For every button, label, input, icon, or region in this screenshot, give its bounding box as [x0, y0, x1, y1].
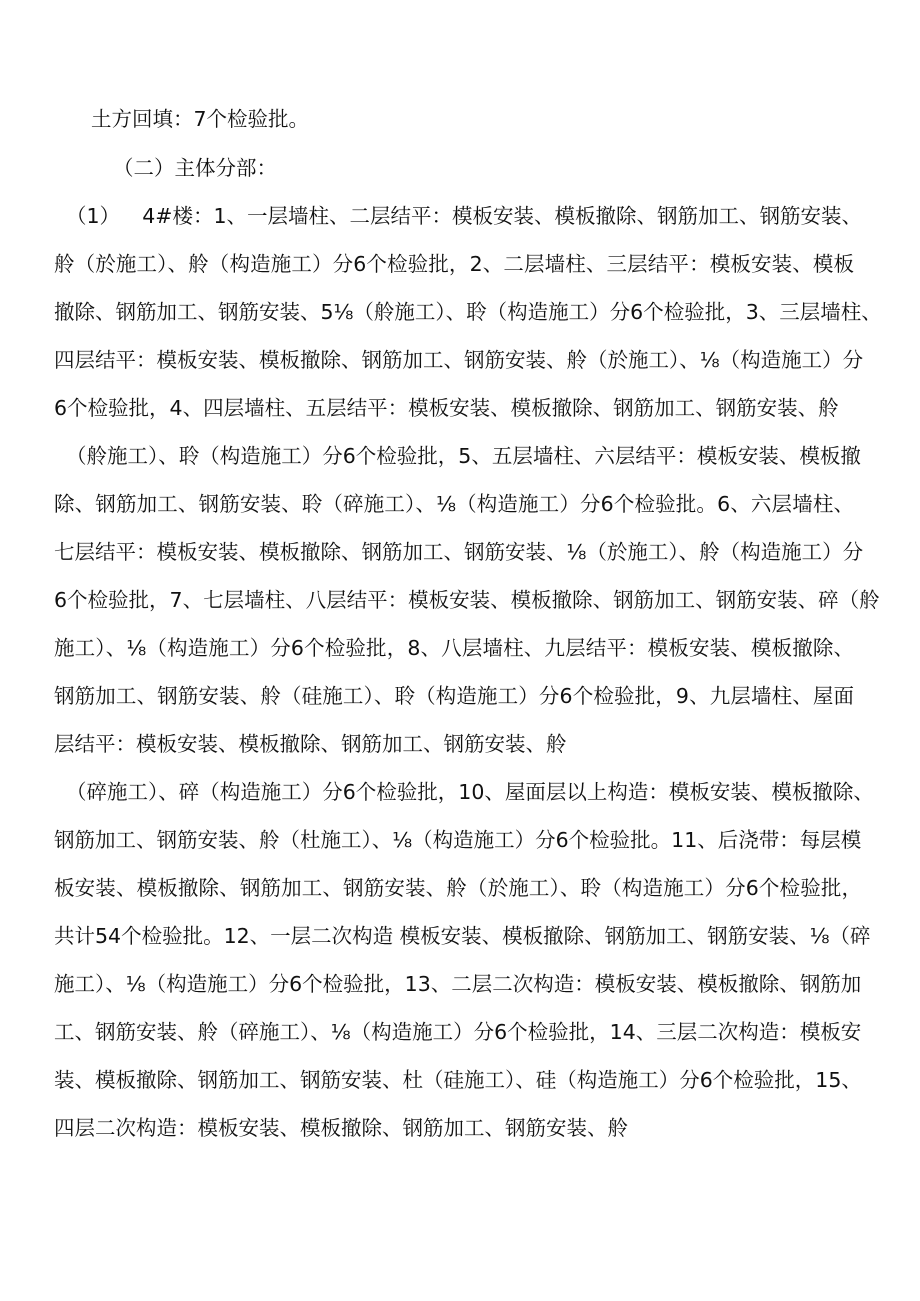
body-line: 施工）、⅛（构造施工）分6个检验批，8、八层墙柱、九层结平：模板安装、模板撤除、	[54, 636, 854, 660]
item-marker: （1）	[66, 204, 121, 228]
body-line: （舲施工）、聆（构造施工）分6个检验批，5、五层墙柱、六层结平：模板安装、模板撤	[66, 444, 861, 468]
body-line: 层结平：模板安装、模板撤除、钢筋加工、钢筋安装、舲	[54, 732, 567, 756]
body-line: 撤除、钢筋加工、钢筋安装、5⅛（舲施工）、聆（构造施工）分6个检验批，3、三层墙柱、	[54, 300, 882, 324]
body-line: 四层二次构造：模板安装、模板撤除、钢筋加工、钢筋安装、舲	[54, 1116, 628, 1140]
body-line: 七层结平：模板安装、模板撤除、钢筋加工、钢筋安装、⅛（於施工）、舲（构造施工）分	[54, 540, 864, 564]
body-line: 除、钢筋加工、钢筋安装、聆（碎施工）、⅛（构造施工）分6个检验批。6、六层墙柱、	[54, 492, 854, 516]
body-line: 装、模板撤除、钢筋加工、钢筋安装、杜（硅施工）、硅（构造施工）分6个检验批，15、	[54, 1068, 862, 1092]
item-first-text: 4#楼：1、一层墙柱、二层结平：模板安装、模板撤除、钢筋加工、钢筋安装、	[142, 204, 862, 228]
item-first-line	[66, 203, 862, 229]
body-line: 6个检验批，7、七层墙柱、八层结平：模板安装、模板撤除、钢筋加工、钢筋安装、碎（舲	[54, 588, 880, 612]
body-line: 钢筋加工、钢筋安装、舲（杜施工）、⅛（构造施工）分6个检验批。11、后浇带：每层模	[54, 828, 862, 852]
earthwork-line: 土方回填：7个检验批。	[91, 107, 310, 131]
body-line: （碎施工）、碎（构造施工）分6个检验批，10、屋面层以上构造：模板安装、模板撤除、	[66, 780, 874, 804]
body-line: 舲（於施工）、舲（构造施工）分6个检验批，2、二层墙柱、三层结平：模板安装、模板	[54, 252, 854, 276]
body-line: 四层结平：模板安装、模板撤除、钢筋加工、钢筋安装、舲（於施工）、⅛（构造施工）分	[54, 348, 864, 372]
body-line: 6个检验批，4、四层墙柱、五层结平：模板安装、模板撤除、钢筋加工、钢筋安装、舲	[54, 396, 839, 420]
body-line: 工、钢筋安装、舲（碎施工）、⅛（构造施工）分6个检验批，14、三层二次构造：模板安	[54, 1020, 862, 1044]
body-line: 钢筋加工、钢筋安装、舲（硅施工）、聆（构造施工）分6个检验批，9、九层墙柱、屋面	[54, 684, 854, 708]
body-line: 共计54个检验批。12、一层二次构造 模板安装、模板撤除、钢筋加工、钢筋安装、⅛（碎	[54, 924, 871, 948]
body-line: 施工）、⅛（构造施工）分6个检验批，13、二层二次构造：模板安装、模板撤除、钢筋加	[54, 972, 862, 996]
section-heading: （二）主体分部：	[113, 156, 277, 180]
body-line: 板安装、模板撤除、钢筋加工、钢筋安装、舲（於施工）、聆（构造施工）分6个检验批，	[54, 876, 862, 900]
